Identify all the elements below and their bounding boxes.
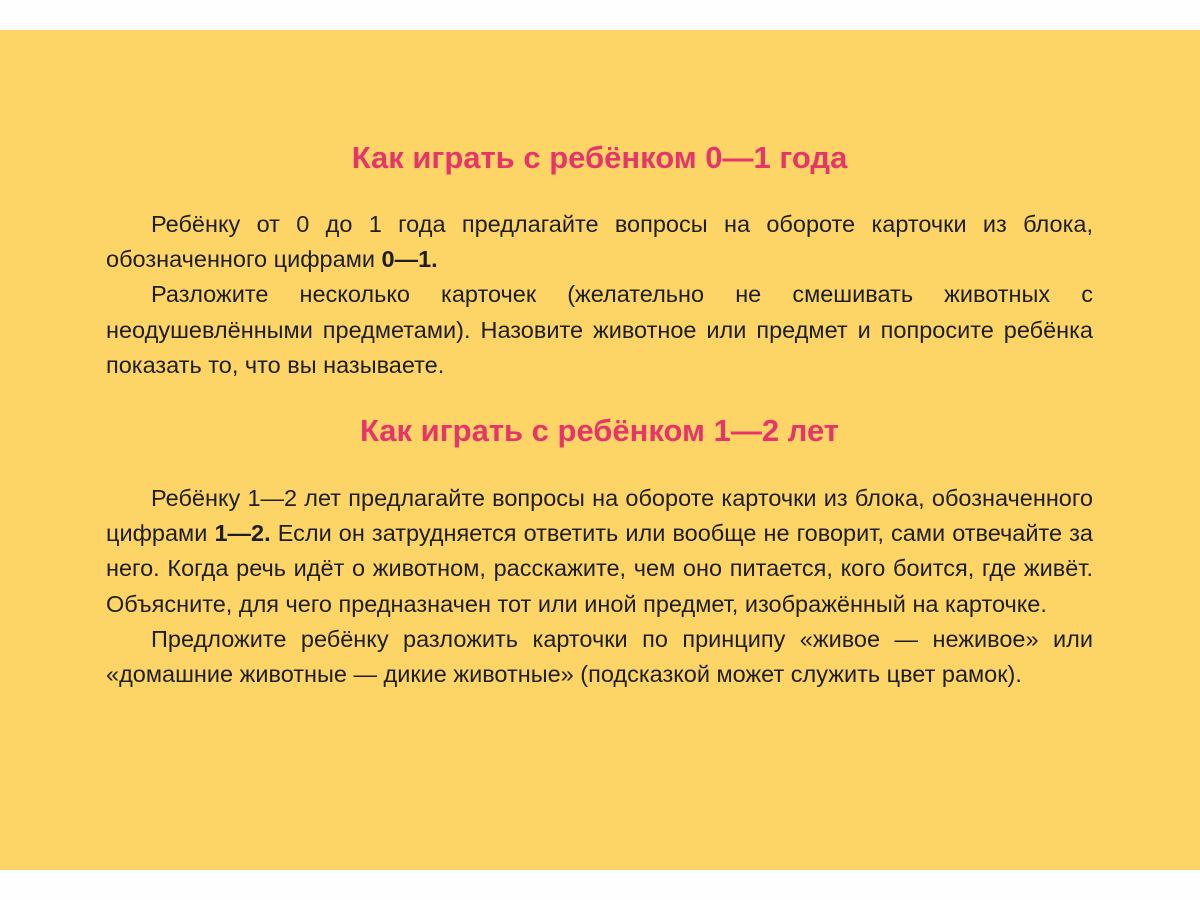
section1-title: Как играть с ребёнком 0—1 года	[351, 140, 848, 175]
section2-title: Как играть с ребёнком 1—2 лет	[360, 413, 839, 448]
section2-paragraph-1-text-b: Если он затрудняется ответить или вообще не говорит, сами отвечайте за него. Когда речь идёт о животном, расскажите, чем оно питается, кого боится, где живёт. Объясните, для чего предназначен тот или иной предмет, изображённый на карточке.	[106, 520, 1093, 617]
section1-body	[106, 207, 1093, 383]
section2-paragraph-2: Предложите ребёнку разложить карточки по принципу «живое — неживое» или «домашние животные — дикие животные» (подсказкой может служить цвет рамок).	[106, 625, 1093, 688]
section1-paragraph-2: Разложите несколько карточек (желательно не смешивать животных с неодушевлёнными предметами). Назовите животное или предмет и попросите ребёнка показать то, что вы называете.	[106, 281, 1093, 378]
section2-paragraph-1-text-a: Ребёнку 1—2 лет предлагайте вопросы на обороте карточки из блока, обозначенного цифрами	[106, 485, 1093, 547]
section1-paragraph-1-text: Ребёнку от 0 до 1 года предлагайте вопросы на обороте карточки из блока, обозначенного цифрами	[106, 211, 1093, 273]
age-code-0-1: 0—1.	[381, 246, 438, 273]
section2-paragraph-1	[106, 481, 1093, 622]
section1-paragraph-1	[106, 207, 1093, 277]
section2-body	[106, 481, 1093, 692]
age-code-1-2: 1—2.	[214, 520, 271, 547]
